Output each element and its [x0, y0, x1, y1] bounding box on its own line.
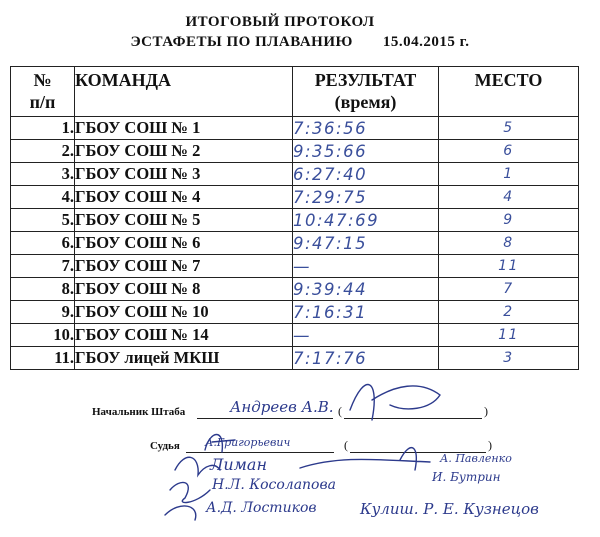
- place-value: 9: [439, 209, 579, 232]
- event-name: ЭСТАФЕТЫ ПО ПЛАВАНИЮ: [130, 34, 353, 50]
- chief-of-staff-label: Начальник Штаба: [92, 406, 186, 418]
- row-number: 1.: [11, 117, 75, 140]
- member-signature-2: А. Павленко: [440, 452, 512, 465]
- row-number: 6.: [11, 232, 75, 255]
- row-number: 7.: [11, 255, 75, 278]
- team-name: ГБОУ СОШ № 8: [75, 278, 293, 301]
- col-header-team: КОМАНДА: [75, 67, 293, 117]
- row-number: 10.: [11, 324, 75, 347]
- row-number: 11.: [11, 347, 75, 370]
- member-signature-3: Н.Л. Косолапова: [212, 477, 336, 493]
- member-signature-6: Кулиш. Р. Е. Кузнецов: [360, 500, 539, 518]
- open-paren: (: [338, 404, 342, 418]
- close-paren-2: ): [488, 438, 492, 452]
- place-value: 11: [439, 255, 579, 278]
- protocol-title: ИТОГОВЫЙ ПРОТОКОЛ: [185, 14, 375, 30]
- col-header-result-line1: РЕЗУЛЬТАТ: [314, 70, 417, 90]
- place-value: 7: [439, 278, 579, 301]
- team-name: ГБОУ лицей МКШ: [75, 347, 293, 370]
- close-paren: ): [484, 404, 488, 418]
- team-name: ГБОУ СОШ № 7: [75, 255, 293, 278]
- place-value: 3: [439, 347, 579, 370]
- place-value: 4: [439, 186, 579, 209]
- place-value: 8: [439, 232, 579, 255]
- place-value: 2: [439, 301, 579, 324]
- team-name: ГБОУ СОШ № 10: [75, 301, 293, 324]
- result-time: 9:47:15: [293, 232, 439, 255]
- col-header-number-line2: п/п: [29, 92, 56, 112]
- chief-handwritten-name: Андреев А.В.: [230, 398, 334, 416]
- team-name: ГБОУ СОШ № 3: [75, 163, 293, 186]
- result-time: 10:47:69: [293, 209, 439, 232]
- result-time: —: [293, 324, 439, 347]
- col-header-number-line1: №: [33, 70, 52, 90]
- place-value: 1: [439, 163, 579, 186]
- row-number: 5.: [11, 209, 75, 232]
- member-signature-4: И. Бутрин: [432, 470, 501, 484]
- row-number: 3.: [11, 163, 75, 186]
- result-time: 7:17:76: [293, 347, 439, 370]
- result-time: 7:36:56: [293, 117, 439, 140]
- result-time: 7:29:75: [293, 186, 439, 209]
- judge-label: Судья: [150, 440, 180, 452]
- member-signature-5: А.Д. Лостиков: [206, 500, 317, 516]
- col-header-place: МЕСТО: [439, 67, 579, 117]
- place-value: 5: [439, 117, 579, 140]
- result-time: —: [293, 255, 439, 278]
- open-paren-2: (: [344, 438, 348, 452]
- col-header-result-line2: (время): [334, 92, 397, 112]
- row-number: 9.: [11, 301, 75, 324]
- result-time: 7:16:31: [293, 301, 439, 324]
- team-name: ГБОУ СОШ № 2: [75, 140, 293, 163]
- place-value: 6: [439, 140, 579, 163]
- place-value: 11: [439, 324, 579, 347]
- row-number: 4.: [11, 186, 75, 209]
- result-time: 9:35:66: [293, 140, 439, 163]
- row-number: 8.: [11, 278, 75, 301]
- result-time: 6:27:40: [293, 163, 439, 186]
- team-name: ГБОУ СОШ № 1: [75, 117, 293, 140]
- row-number: 2.: [11, 140, 75, 163]
- protocol-date: 15.04.2015 г.: [382, 34, 470, 50]
- team-name: ГБОУ СОШ № 14: [75, 324, 293, 347]
- team-name: ГБОУ СОШ № 4: [75, 186, 293, 209]
- team-name: ГБОУ СОШ № 5: [75, 209, 293, 232]
- judge-handwritten-name: А.Григорьевич: [205, 436, 291, 449]
- team-name: ГБОУ СОШ № 6: [75, 232, 293, 255]
- result-time: 9:39:44: [293, 278, 439, 301]
- member-signature-1: Лиман: [210, 455, 267, 474]
